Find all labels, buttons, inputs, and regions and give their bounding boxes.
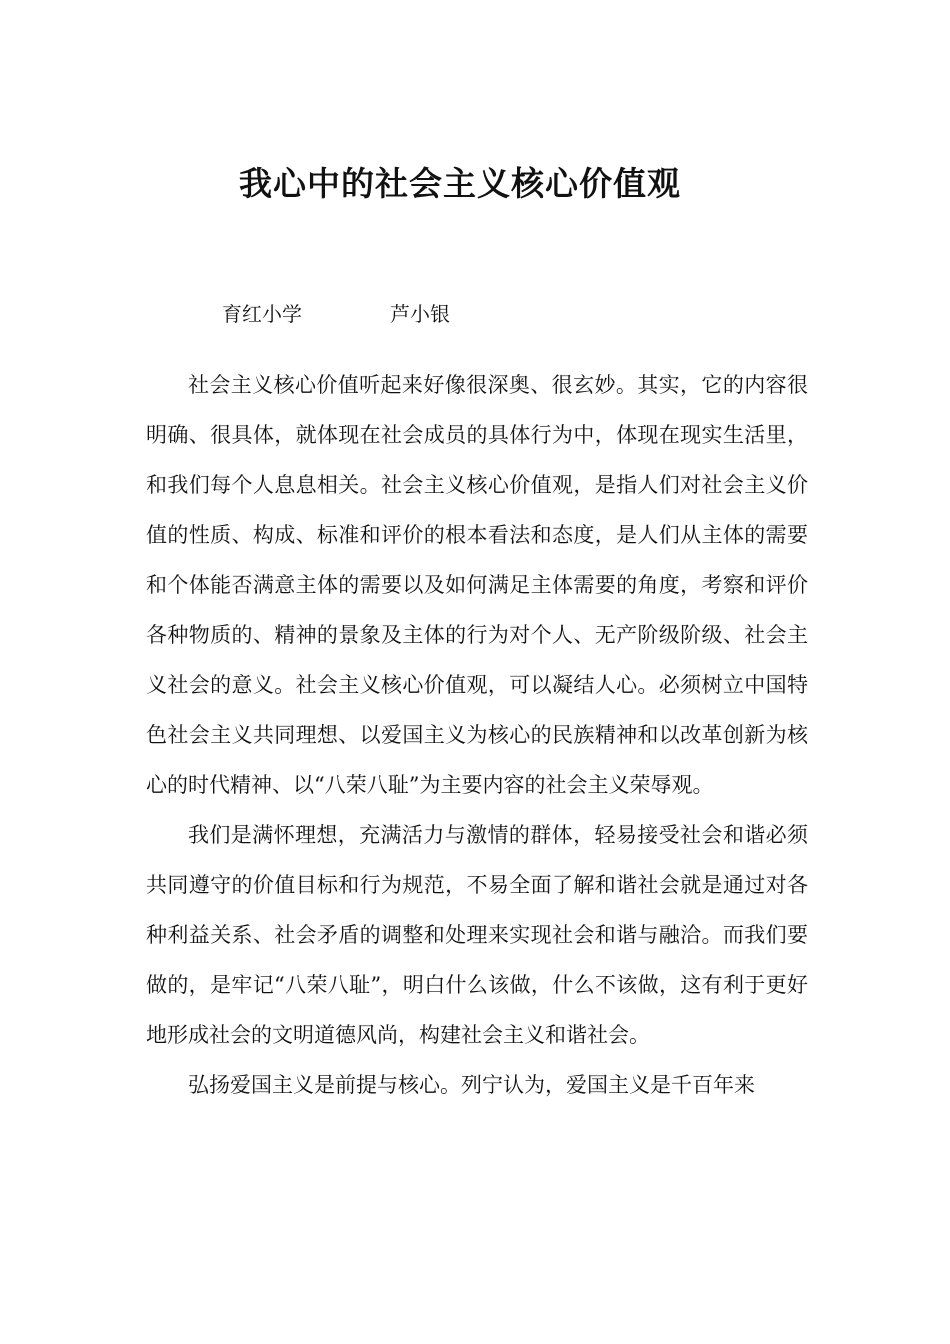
paragraph: 弘扬爱国主义是前提与核心。列宁认为，爱国主义是千百年来: [188, 1073, 755, 1097]
school-name: 育红小学: [222, 302, 302, 326]
paragraph: 我们是满怀理想，充满活力与激情的群体，轻易接受社会和谐必须共同遵守的价值目标和行为规范，不易全面了解和谐社会就是通过对各种利益关系、社会矛盾的调整和处理来实现社会和谐与融洽。而我们要做的，是牢记“八荣八耻”，明白什么该做，什么不该做，这有利于更好地形成社会的文明道德风尚，构建社会主义和谐社会。: [146, 823, 808, 1047]
author-name: 芦小银: [390, 302, 450, 326]
document-title: 我心中的社会主义核心价值观: [239, 164, 681, 203]
document-body: [146, 360, 808, 1110]
paragraph: 社会主义核心价值听起来好像很深奥、很玄妙。其实，它的内容很明确、很具体，就体现在社会成员的具体行为中，体现在现实生活里，和我们每个人息息相关。社会主义核心价值观，是指人们对社会主义价值的性质、构成、标准和评价的根本看法和态度，是人们从主体的需要和个体能否满意主体的需要以及如何满足主体需要的角度，考察和评价各种物质的、精神的景象及主体的行为对个人、无产阶级阶级、社会主义社会的意义。社会主义核心价值观，可以凝结人心。必须树立中国特色社会主义共同理想、以爱国主义为核心的民族精神和以改革创新为核心的时代精神、以“八荣八耻”为主要内容的社会主义荣辱观。: [146, 373, 808, 797]
byline: [222, 298, 450, 327]
